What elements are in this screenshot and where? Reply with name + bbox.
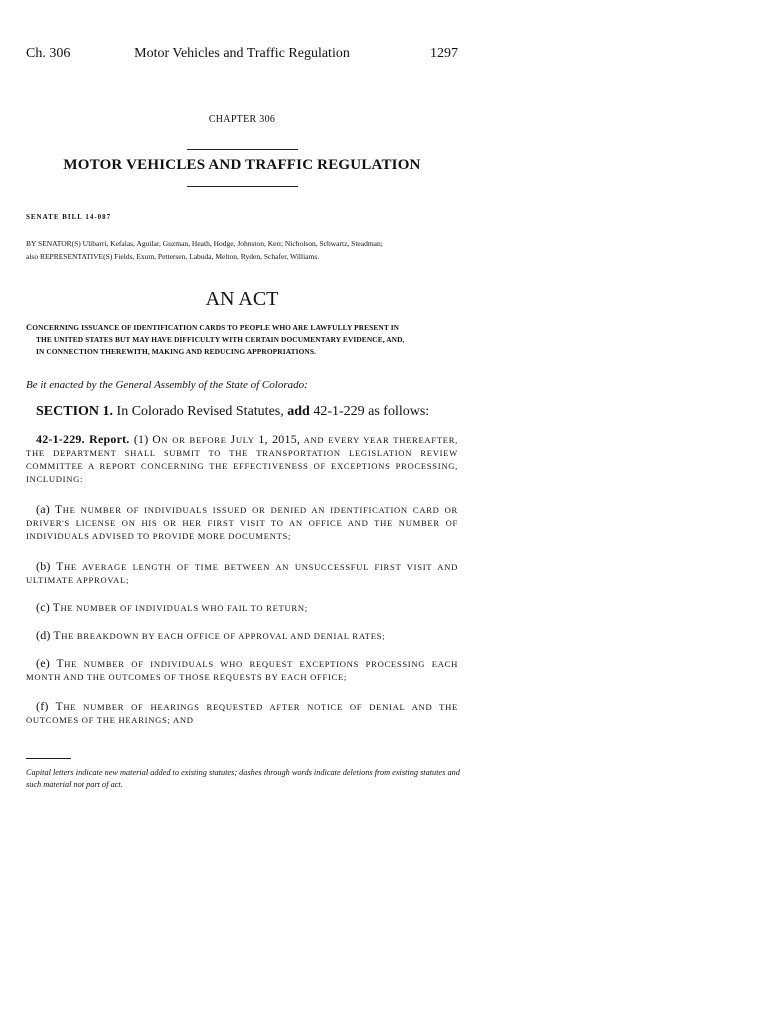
- concerning-line-1-text: ONCERNING ISSUANCE OF IDENTIFICATION CARDS TO PEOPLE WHO ARE LAWFULLY PRESENT IN: [32, 323, 400, 332]
- statute-word-2: ULY: [235, 435, 259, 445]
- title-rule-bottom: [187, 186, 298, 187]
- statute-date: 1, 2015,: [258, 432, 301, 446]
- statute-word-1: N OR BEFORE: [161, 435, 231, 445]
- sponsors-representatives: also REPRESENTATIVE(S) Fields, Exum, Pettersen, Labuda, Melton, Ryden, Schafer, Williams.: [26, 252, 320, 261]
- section-label: SECTION 1.: [36, 404, 114, 419]
- item-e: [26, 657, 458, 684]
- statute-cap-o: O: [152, 434, 162, 446]
- footnote: Capital letters indicate new material added to existing statutes; dashes through words indicate deletions from existing statutes and such material not part of act.: [26, 768, 460, 789]
- item-c-label: (c): [36, 600, 50, 614]
- item-f-text: HE NUMBER OF HEARINGS REQUESTED AFTER NOTICE OF DENIAL AND THE OUTCOMES OF THE HEARINGS; AND: [26, 702, 458, 725]
- concerning-line-1: [26, 321, 466, 334]
- act-title-concerning: [26, 321, 466, 358]
- statute-rest: AND EVERY YEAR THEREAFTER, THE DEPARTMENT SHALL SUBMIT TO THE TRANSPORTATION LEGISLATION REVIEW COMMITTEE A REPORT CONCERNING THE EFFECTIVENESS OF EXCEPTIONS PROCESSING, INCLUDING:: [26, 435, 458, 484]
- item-e-cap: T: [56, 658, 65, 670]
- item-a: [26, 503, 458, 543]
- item-b: [26, 560, 458, 587]
- section-text-before: In Colorado Revised Statutes,: [113, 404, 288, 419]
- section-add-word: add: [287, 404, 310, 419]
- item-c-text: HE NUMBER OF INDIVIDUALS WHO FAIL TO RETURN;: [60, 603, 308, 613]
- footnote-rule: [26, 758, 71, 759]
- act-heading: AN ACT: [205, 288, 279, 310]
- item-b-cap: T: [56, 561, 65, 573]
- statute-subsection: (1): [133, 432, 149, 446]
- item-c-cap: T: [52, 602, 61, 614]
- section-heading: [36, 404, 468, 420]
- item-f-cap: T: [55, 701, 64, 713]
- item-d-cap: T: [53, 630, 62, 642]
- item-f: [26, 700, 458, 727]
- concerning-initial: C: [26, 322, 33, 332]
- item-e-label: (e): [36, 656, 50, 670]
- title-rule-top: [187, 149, 298, 150]
- item-c: [26, 601, 458, 615]
- chapter-label: CHAPTER 306: [208, 114, 276, 125]
- item-d-label: (d): [36, 628, 51, 642]
- item-e-text: HE NUMBER OF INDIVIDUALS WHO REQUEST EXCEPTIONS PROCESSING EACH MONTH AND THE OUTCOMES OF THOSE REQUESTS BY EACH OFFICE;: [26, 659, 458, 682]
- running-head: [26, 46, 458, 64]
- item-b-label: (b): [36, 559, 51, 573]
- item-a-label: (a): [36, 502, 50, 516]
- item-b-text: HE AVERAGE LENGTH OF TIME BETWEEN AN UNSUCCESSFUL FIRST VISIT AND ULTIMATE APPROVAL;: [26, 562, 458, 585]
- chapter-reference: Ch. 306: [26, 46, 71, 61]
- concerning-line-3: IN CONNECTION THEREWITH, MAKING AND REDUCING APPROPRIATIONS.: [36, 347, 317, 356]
- section-text-after: 42-1-229 as follows:: [309, 404, 430, 419]
- item-d-text: HE BREAKDOWN BY EACH OFFICE OF APPROVAL AND DENIAL RATES;: [61, 631, 386, 641]
- enacting-clause: Be it enacted by the General Assembly of the State of Colorado:: [26, 379, 308, 391]
- statute-number: 42-1-229.: [36, 432, 85, 446]
- item-a-text: HE NUMBER OF INDIVIDUALS ISSUED OR DENIED AN IDENTIFICATION CARD OR DRIVER'S LICENSE ON HIS OR HER FIRST VISIT TO AN OFFICE AND THE NUMBER OF INDIVIDUALS ADVISED TO PROVIDE MORE DOCUMENTS;: [26, 505, 458, 541]
- sponsors: [26, 237, 466, 263]
- item-d: [26, 629, 458, 643]
- statute-cap-j: J: [230, 434, 236, 446]
- bill-number: SENATE BILL 14-087: [26, 213, 112, 221]
- item-a-cap: T: [55, 504, 63, 516]
- sponsors-senators: BY SENATOR(S) Ulibarri, Kefalas, Aguilar, Guzman, Heath, Hodge, Johnston, Kerr, Nicholson, Schwartz, Steadman;: [26, 239, 383, 248]
- statute-heading: Report.: [89, 432, 130, 446]
- statute-paragraph: [26, 433, 458, 486]
- document-title: MOTOR VEHICLES AND TRAFFIC REGULATION: [63, 157, 421, 173]
- running-title: Motor Vehicles and Traffic Regulation: [134, 46, 350, 61]
- page-number: 1297: [430, 46, 458, 61]
- concerning-line-2: THE UNITED STATES BUT MAY HAVE DIFFICULTY WITH CERTAIN DOCUMENTARY EVIDENCE, AND,: [36, 335, 405, 344]
- item-f-label: (f): [36, 699, 49, 713]
